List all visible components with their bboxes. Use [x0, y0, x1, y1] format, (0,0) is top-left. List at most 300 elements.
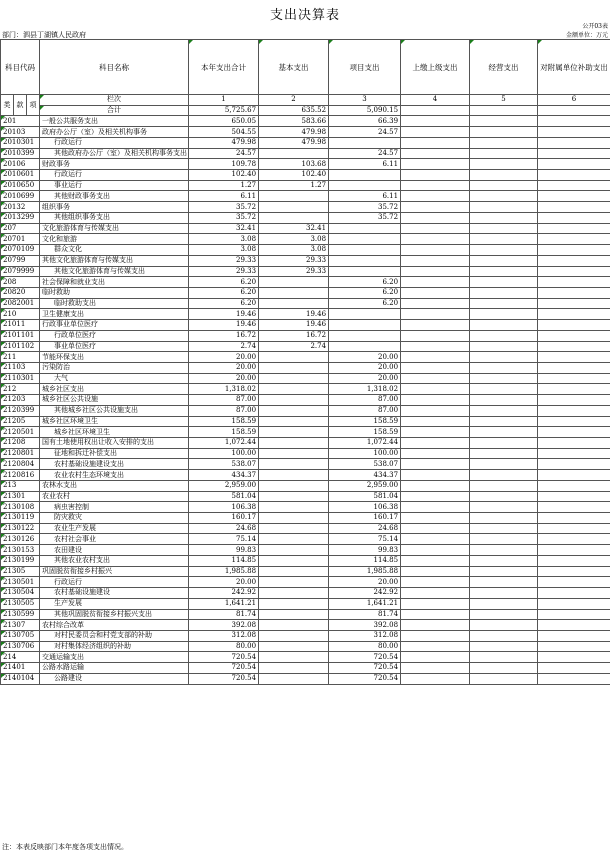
- table-row: [1, 191, 610, 202]
- subsidy-cell: [538, 116, 610, 127]
- total-cell: 6.11: [189, 191, 259, 202]
- table-row: [1, 448, 610, 459]
- total-cell: 434.37: [189, 470, 259, 481]
- table-row: [1, 513, 610, 524]
- upper-cell: [401, 223, 470, 234]
- business-cell: [470, 588, 538, 599]
- total-cell: 720.54: [189, 663, 259, 674]
- subject-code-cell: 2130153: [1, 545, 40, 556]
- total-cell: 242.92: [189, 588, 259, 599]
- department-label: 部门：泗县丁湖镇人民政府: [2, 31, 86, 39]
- upper-cell: [401, 663, 470, 674]
- upper-cell: [401, 588, 470, 599]
- project-cell: 35.72: [329, 212, 401, 223]
- table-row: [1, 287, 610, 298]
- business-cell: [470, 459, 538, 470]
- total-cell: 538.07: [189, 459, 259, 470]
- subject-name-cell: 临时救助支出: [40, 298, 189, 309]
- subsidy-cell: [538, 191, 610, 202]
- subject-code-cell: 2010399: [1, 148, 40, 159]
- project-cell: 24.57: [329, 127, 401, 138]
- total-cell: 20.00: [189, 373, 259, 384]
- total-cell: 99.83: [189, 545, 259, 556]
- subsidy-cell: [538, 341, 610, 352]
- subject-code-cell: 2120501: [1, 427, 40, 438]
- upper-cell: [401, 362, 470, 373]
- subsidy-cell: [538, 330, 610, 341]
- subject-code-cell: 21305: [1, 566, 40, 577]
- basic-cell: [259, 673, 329, 684]
- business-cell: [470, 545, 538, 556]
- grand-project-value: 5,090.15: [329, 105, 401, 116]
- subject-name-cell: 城乡社区环境卫生: [40, 416, 189, 427]
- subsidy-cell: [538, 609, 610, 620]
- upper-cell: [401, 523, 470, 534]
- total-cell: 32.41: [189, 223, 259, 234]
- total-cell: 158.59: [189, 416, 259, 427]
- project-cell: [329, 330, 401, 341]
- table-row: [1, 470, 610, 481]
- subsidy-cell: [538, 159, 610, 170]
- basic-cell: [259, 555, 329, 566]
- project-cell: [329, 245, 401, 256]
- total-cell: 720.54: [189, 673, 259, 684]
- subject-code-cell: 2130706: [1, 641, 40, 652]
- business-cell: [470, 191, 538, 202]
- total-cell: 109.78: [189, 159, 259, 170]
- total-cell: 6.20: [189, 298, 259, 309]
- basic-cell: [259, 630, 329, 641]
- subject-name-cell: 农业生产发展: [40, 523, 189, 534]
- table-row: [1, 320, 610, 331]
- total-cell: 479.98: [189, 137, 259, 148]
- subject-code-cell: 2070109: [1, 245, 40, 256]
- project-cell: 538.07: [329, 459, 401, 470]
- table-row: [1, 545, 610, 556]
- subject-code-cell: 20106: [1, 159, 40, 170]
- basic-cell: 32.41: [259, 223, 329, 234]
- upper-cell: [401, 234, 470, 245]
- basic-cell: 103.68: [259, 159, 329, 170]
- subject-name-cell: 卫生健康支出: [40, 309, 189, 320]
- table-row: [1, 352, 610, 363]
- upper-cell: [401, 609, 470, 620]
- upper-cell: [401, 555, 470, 566]
- subject-name-cell: 节能环保支出: [40, 352, 189, 363]
- basic-cell: [259, 545, 329, 556]
- project-cell: 20.00: [329, 352, 401, 363]
- subject-code-cell: 2010601: [1, 170, 40, 181]
- subsidy-cell: [538, 588, 610, 599]
- subject-code-cell: 2120801: [1, 448, 40, 459]
- subject-code-cell: 211: [1, 352, 40, 363]
- business-cell: [470, 405, 538, 416]
- subject-name-cell: 行政运行: [40, 577, 189, 588]
- subsidy-cell: [538, 470, 610, 481]
- project-cell: 312.08: [329, 630, 401, 641]
- subject-code-cell: 21203: [1, 395, 40, 406]
- header-upper: 上缴上级支出: [401, 40, 470, 95]
- subject-name-cell: 公路水路运输: [40, 663, 189, 674]
- basic-cell: [259, 298, 329, 309]
- upper-cell: [401, 245, 470, 256]
- project-cell: 99.83: [329, 545, 401, 556]
- upper-cell: [401, 502, 470, 513]
- subject-name-cell: 农田建设: [40, 545, 189, 556]
- upper-cell: [401, 159, 470, 170]
- subsidy-cell: [538, 427, 610, 438]
- subsidy-cell: [538, 320, 610, 331]
- table-row: [1, 170, 610, 181]
- business-cell: [470, 598, 538, 609]
- upper-cell: [401, 373, 470, 384]
- subsidy-cell: [538, 523, 610, 534]
- col-num: 2: [259, 95, 329, 106]
- subject-code-cell: 2130108: [1, 502, 40, 513]
- business-cell: [470, 309, 538, 320]
- upper-cell: [401, 427, 470, 438]
- project-cell: 2,959.00: [329, 480, 401, 491]
- upper-cell: [401, 330, 470, 341]
- header-subject-code: 科目代码: [1, 40, 40, 95]
- business-cell: [470, 673, 538, 684]
- column-order-label: 栏次: [40, 95, 189, 106]
- table-row: [1, 502, 610, 513]
- table-row: [1, 620, 610, 631]
- subsidy-cell: [538, 673, 610, 684]
- header-lei: 类: [1, 95, 14, 116]
- subsidy-cell: [538, 255, 610, 266]
- business-cell: [470, 127, 538, 138]
- header-total: 本年支出合计: [189, 40, 259, 95]
- total-cell: 24.68: [189, 523, 259, 534]
- subsidy-cell: [538, 180, 610, 191]
- subsidy-cell: [538, 502, 610, 513]
- header-row: [1, 40, 610, 95]
- subject-name-cell: 城乡社区环境卫生: [40, 427, 189, 438]
- subsidy-cell: [538, 663, 610, 674]
- upper-cell: [401, 191, 470, 202]
- subject-name-cell: 社会保障和就业支出: [40, 277, 189, 288]
- col-num: 4: [401, 95, 470, 106]
- subject-code-cell: 201: [1, 116, 40, 127]
- subject-name-cell: 生产发展: [40, 598, 189, 609]
- basic-cell: 479.98: [259, 137, 329, 148]
- total-cell: 504.55: [189, 127, 259, 138]
- upper-cell: [401, 641, 470, 652]
- basic-cell: [259, 395, 329, 406]
- project-cell: 66.39: [329, 116, 401, 127]
- table-row: [1, 384, 610, 395]
- basic-cell: [259, 405, 329, 416]
- table-row: [1, 330, 610, 341]
- col-num: 5: [470, 95, 538, 106]
- subsidy-cell: [538, 534, 610, 545]
- subject-name-cell: 交通运输支出: [40, 652, 189, 663]
- upper-cell: [401, 534, 470, 545]
- basic-cell: [259, 523, 329, 534]
- business-cell: [470, 159, 538, 170]
- business-cell: [470, 470, 538, 481]
- subsidy-cell: [538, 555, 610, 566]
- project-cell: 6.11: [329, 191, 401, 202]
- business-cell: [470, 298, 538, 309]
- unit-label: 金额单位：万元: [565, 32, 608, 39]
- grand-total-label: 合计: [40, 105, 189, 116]
- project-cell: 24.57: [329, 148, 401, 159]
- project-cell: 6.20: [329, 277, 401, 288]
- subject-code-cell: 21205: [1, 416, 40, 427]
- project-cell: 80.00: [329, 641, 401, 652]
- business-cell: [470, 212, 538, 223]
- subject-code-cell: 20132: [1, 202, 40, 213]
- basic-cell: 29.33: [259, 255, 329, 266]
- total-cell: 312.08: [189, 630, 259, 641]
- total-cell: 3.08: [189, 245, 259, 256]
- table-row: [1, 148, 610, 159]
- subsidy-cell: [538, 598, 610, 609]
- header-kuan: 款: [14, 95, 27, 116]
- basic-cell: [259, 427, 329, 438]
- table-row: [1, 416, 610, 427]
- subject-code-cell: 21011: [1, 320, 40, 331]
- total-cell: 3.08: [189, 234, 259, 245]
- total-cell: 29.33: [189, 266, 259, 277]
- project-cell: [329, 266, 401, 277]
- project-cell: 106.38: [329, 502, 401, 513]
- header-xiang: 项: [27, 95, 40, 116]
- basic-cell: [259, 577, 329, 588]
- total-cell: 1,985.88: [189, 566, 259, 577]
- table-row: [1, 212, 610, 223]
- form-code: 公开03表: [582, 23, 608, 30]
- col-num: 3: [329, 95, 401, 106]
- subject-name-cell: 组织事务: [40, 202, 189, 213]
- table-row: [1, 566, 610, 577]
- subject-name-cell: 其他政府办公厅（室）及相关机构事务支出: [40, 148, 189, 159]
- project-cell: 6.20: [329, 298, 401, 309]
- subject-name-cell: 巩固脱贫衔接乡村振兴: [40, 566, 189, 577]
- table-row: [1, 245, 610, 256]
- subject-code-cell: 2130705: [1, 630, 40, 641]
- business-cell: [470, 116, 538, 127]
- basic-cell: [259, 212, 329, 223]
- business-cell: [470, 277, 538, 288]
- upper-cell: [401, 170, 470, 181]
- subsidy-cell: [538, 266, 610, 277]
- total-cell: 16.72: [189, 330, 259, 341]
- total-cell: 160.17: [189, 513, 259, 524]
- upper-cell: [401, 180, 470, 191]
- subject-code-cell: 2013299: [1, 212, 40, 223]
- subject-code-cell: 20799: [1, 255, 40, 266]
- upper-cell: [401, 352, 470, 363]
- table-row: [1, 438, 610, 449]
- upper-cell: [401, 148, 470, 159]
- subject-code-cell: 2130122: [1, 523, 40, 534]
- project-cell: [329, 234, 401, 245]
- total-cell: 20.00: [189, 352, 259, 363]
- table-row: [1, 491, 610, 502]
- upper-cell: [401, 266, 470, 277]
- upper-cell: [401, 137, 470, 148]
- grand-basic-value: 635.52: [259, 105, 329, 116]
- subject-code-cell: 2130599: [1, 609, 40, 620]
- basic-cell: 19.46: [259, 309, 329, 320]
- table-row: [1, 298, 610, 309]
- upper-cell: [401, 438, 470, 449]
- header-subject-name: 科目名称: [40, 40, 189, 95]
- subject-name-cell: 其他文化旅游体育与传媒支出: [40, 255, 189, 266]
- table-row: [1, 266, 610, 277]
- basic-cell: [259, 641, 329, 652]
- project-cell: 35.72: [329, 202, 401, 213]
- header-project: 项目支出: [329, 40, 401, 95]
- subject-code-cell: 2130199: [1, 555, 40, 566]
- subsidy-cell: [538, 223, 610, 234]
- table-row: [1, 673, 610, 684]
- subsidy-cell: [538, 298, 610, 309]
- table-row: [1, 459, 610, 470]
- subject-name-cell: 其他农业农村支出: [40, 555, 189, 566]
- subsidy-cell: [538, 309, 610, 320]
- table-row: [1, 663, 610, 674]
- basic-cell: [259, 202, 329, 213]
- upper-cell: [401, 470, 470, 481]
- project-cell: [329, 309, 401, 320]
- subject-name-cell: 农村社会事业: [40, 534, 189, 545]
- upper-cell: [401, 416, 470, 427]
- basic-cell: 1.27: [259, 180, 329, 191]
- total-cell: 100.00: [189, 448, 259, 459]
- subject-name-cell: 农村综合改革: [40, 620, 189, 631]
- total-cell: 80.00: [189, 641, 259, 652]
- subject-name-cell: 其他文化旅游体育与传媒支出: [40, 266, 189, 277]
- header-basic: 基本支出: [259, 40, 329, 95]
- business-cell: [470, 427, 538, 438]
- basic-cell: [259, 609, 329, 620]
- project-cell: 6.20: [329, 287, 401, 298]
- basic-cell: [259, 373, 329, 384]
- total-cell: 6.20: [189, 287, 259, 298]
- subsidy-cell: [538, 438, 610, 449]
- business-cell: [470, 287, 538, 298]
- basic-cell: [259, 470, 329, 481]
- subject-name-cell: 行政运行: [40, 170, 189, 181]
- total-cell: 19.46: [189, 309, 259, 320]
- project-cell: 6.11: [329, 159, 401, 170]
- basic-cell: 29.33: [259, 266, 329, 277]
- upper-cell: [401, 513, 470, 524]
- business-cell: [470, 438, 538, 449]
- subsidy-cell: [538, 480, 610, 491]
- project-cell: 1,318.02: [329, 384, 401, 395]
- table-row: [1, 534, 610, 545]
- subject-code-cell: 2130504: [1, 588, 40, 599]
- total-cell: 75.14: [189, 534, 259, 545]
- project-cell: 75.14: [329, 534, 401, 545]
- upper-cell: [401, 384, 470, 395]
- basic-cell: [259, 416, 329, 427]
- total-cell: 158.59: [189, 427, 259, 438]
- footnote: 注：本表反映部门本年度各项支出情况。: [2, 843, 128, 851]
- table-row: [1, 309, 610, 320]
- total-cell: 114.85: [189, 555, 259, 566]
- subject-code-cell: 2130501: [1, 577, 40, 588]
- subject-name-cell: 行政单位医疗: [40, 330, 189, 341]
- col-num: 6: [538, 95, 610, 106]
- basic-cell: 16.72: [259, 330, 329, 341]
- subject-name-cell: 一般公共服务支出: [40, 116, 189, 127]
- upper-cell: [401, 545, 470, 556]
- business-cell: [470, 513, 538, 524]
- project-cell: 81.74: [329, 609, 401, 620]
- project-cell: 20.00: [329, 577, 401, 588]
- basic-cell: 479.98: [259, 127, 329, 138]
- table-row: [1, 234, 610, 245]
- business-cell: [470, 266, 538, 277]
- subject-name-cell: 大气: [40, 373, 189, 384]
- subject-code-cell: 2120816: [1, 470, 40, 481]
- project-cell: [329, 255, 401, 266]
- total-cell: 35.72: [189, 202, 259, 213]
- business-cell: [470, 330, 538, 341]
- upper-cell: [401, 320, 470, 331]
- subsidy-cell: [538, 245, 610, 256]
- upper-cell: [401, 673, 470, 684]
- project-cell: 1,985.88: [329, 566, 401, 577]
- subject-code-cell: 2130126: [1, 534, 40, 545]
- subject-code-cell: 2120804: [1, 459, 40, 470]
- business-cell: [470, 652, 538, 663]
- business-cell: [470, 170, 538, 181]
- upper-cell: [401, 480, 470, 491]
- business-cell: [470, 620, 538, 631]
- total-cell: 650.05: [189, 116, 259, 127]
- basic-cell: [259, 620, 329, 631]
- total-cell: 102.40: [189, 170, 259, 181]
- business-cell: [470, 609, 538, 620]
- total-cell: 720.54: [189, 652, 259, 663]
- subject-code-cell: 214: [1, 652, 40, 663]
- subsidy-cell: [538, 170, 610, 181]
- subsidy-cell: [538, 395, 610, 406]
- total-cell: 20.00: [189, 577, 259, 588]
- total-cell: 35.72: [189, 212, 259, 223]
- subject-code-cell: 208: [1, 277, 40, 288]
- basic-cell: [259, 384, 329, 395]
- subject-code-cell: 2140104: [1, 673, 40, 684]
- col-num: 1: [189, 95, 259, 106]
- project-cell: 720.54: [329, 663, 401, 674]
- subject-code-cell: 21401: [1, 663, 40, 674]
- table-row: [1, 223, 610, 234]
- business-cell: [470, 395, 538, 406]
- total-cell: 19.46: [189, 320, 259, 331]
- project-cell: 1,072.44: [329, 438, 401, 449]
- subsidy-cell: [538, 202, 610, 213]
- subject-name-cell: 行政事业单位医疗: [40, 320, 189, 331]
- upper-cell: [401, 116, 470, 127]
- subject-code-cell: 2130505: [1, 598, 40, 609]
- table-row: [1, 255, 610, 266]
- subject-name-cell: 农林水支出: [40, 480, 189, 491]
- basic-cell: [259, 448, 329, 459]
- upper-cell: [401, 255, 470, 266]
- subject-name-cell: 病虫害控制: [40, 502, 189, 513]
- grand-total-row: [1, 105, 610, 116]
- subject-code-cell: 2010650: [1, 180, 40, 191]
